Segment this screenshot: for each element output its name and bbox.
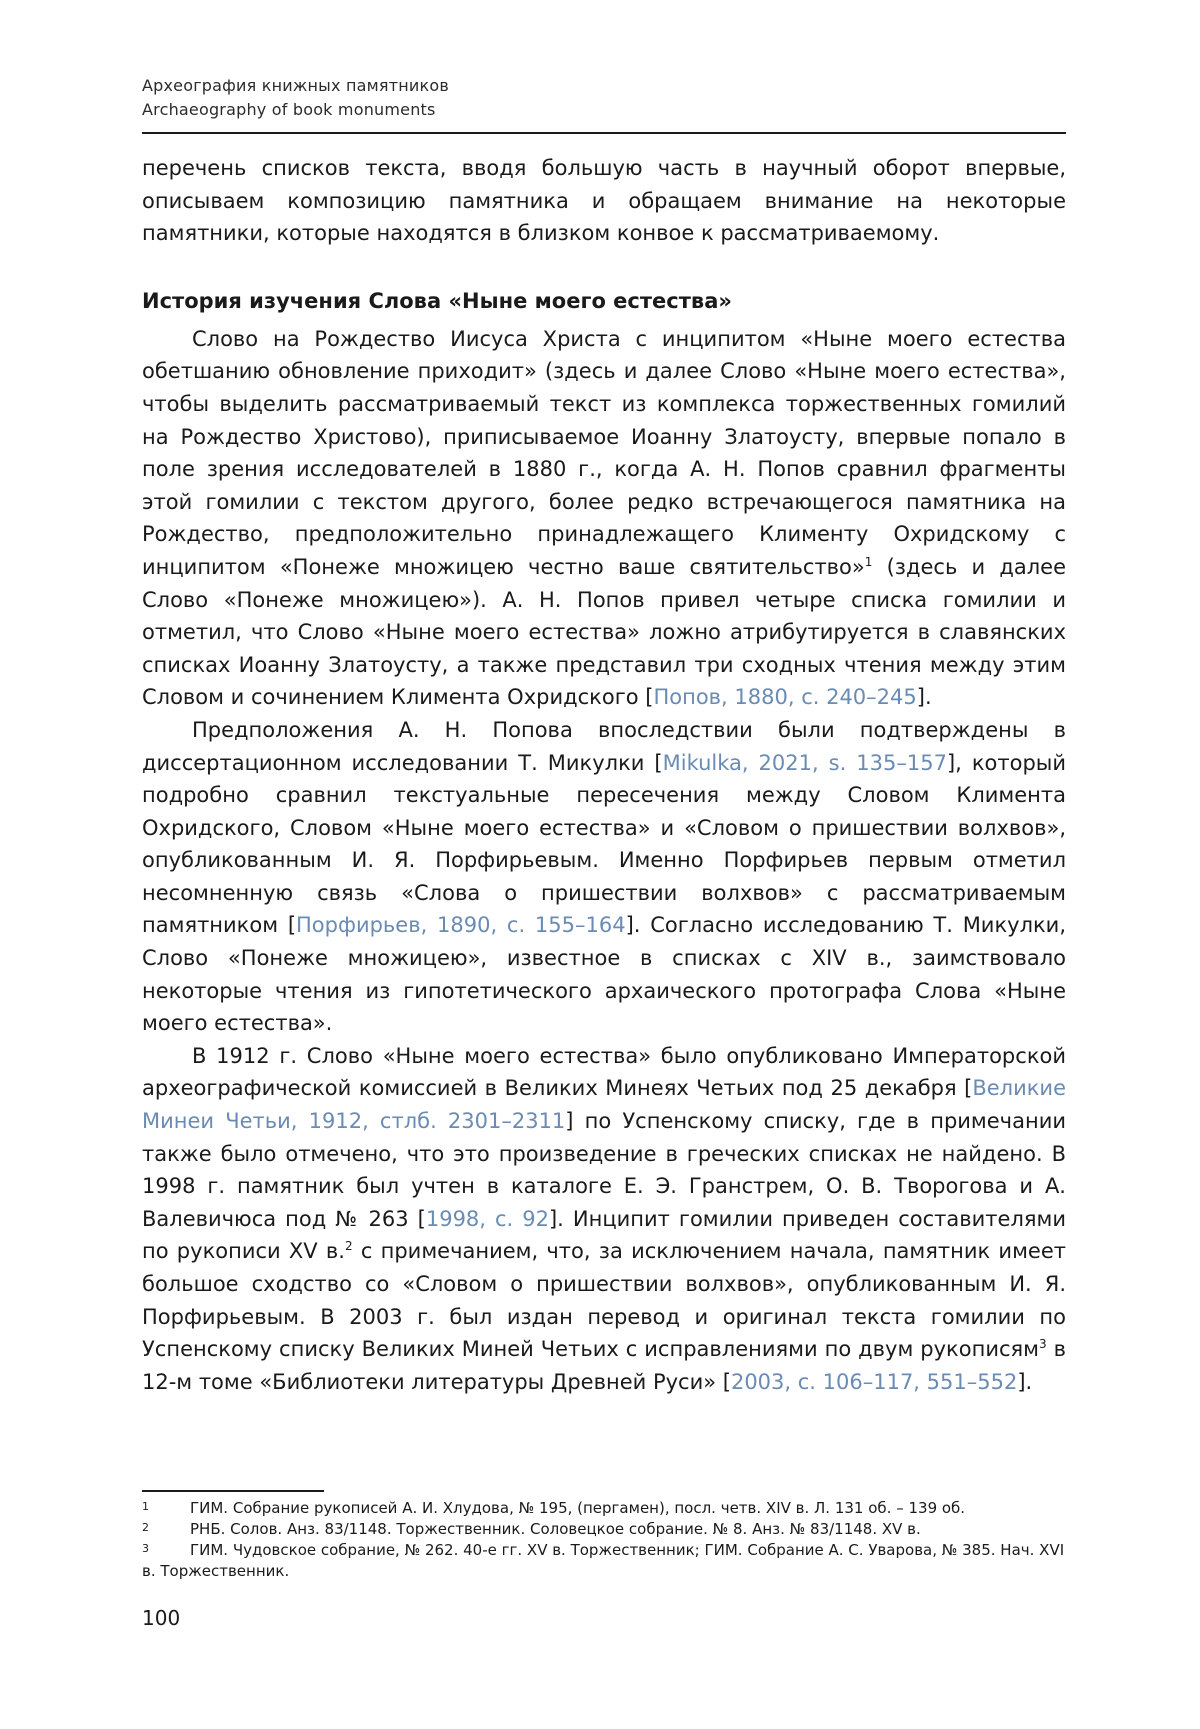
citation-link[interactable]: Попов, 1880, с. 240–245	[653, 685, 916, 709]
footnotes	[142, 1498, 1066, 1582]
paragraph-1: Слово на Рождество Иисуса Христа с инципитом «Ныне моего естества обетшанию обновление приходит» (здесь и далее Слово «Ныне моего естества», чтобы выделить рассматриваемый текст из комплекса торжественных гомилий на Рождество Христово), приписываемое Иоанну Златоусту, впервые попало в поле зрения исследователей в 1880 г., когда А. Н. Попов сравнил фрагменты этой гомилии с текстом другого, более редко встречающегося памятника на Рождество, предположительно принадлежащего Клименту Охридскому с инципитом «Понеже множицею честно ваше святительство»1 (здесь и далее Слово «Понеже множицею»). А. Н. Попов привел четыре списка гомилии и отметил, что Слово «Ныне моего естества» ложно атрибутируется в славянских списках Иоанну Златоусту, а также представил три сходных чтения между этим Словом и сочинением Климента Охридского [Попов, 1880, с. 240–245].	[142, 323, 1066, 714]
running-head-ru: Археография книжных памятников	[142, 74, 449, 98]
page-number: 100	[142, 1606, 180, 1630]
citation-link[interactable]: Порфирьев, 1890, с. 155–164	[296, 913, 626, 937]
footnote	[142, 1540, 1066, 1582]
paragraph-2: Предположения А. Н. Попова впоследствии были подтверждены в диссертационном исследовании Т. Микулки [Mikulka, 2021, s. 135–157], который подробно сравнил текстуальные пересечения между Словом Климента Охридского, Словом «Ныне моего естества» и «Словом о пришествии волхвов», опубликованным И. Я. Порфирьевым. Именно Порфирьев первым отметил несомненную связь «Слова о пришествии волхвов» с рассматриваемым памятником [Порфирьев, 1890, с. 155–164]. Согласно исследованию Т. Микулки, Слово «Понеже множицею», известное в списках с XIV в., заимствовало некоторые чтения из гипотетического архаического протографа Слова «Ныне моего естества».	[142, 714, 1066, 1040]
citation-link[interactable]: 2003, с. 106–117, 551–552	[731, 1370, 1017, 1394]
page	[0, 0, 1200, 1729]
footnote-ref-1[interactable]: 1	[865, 555, 873, 569]
footnote-number: 2	[142, 1519, 190, 1536]
footnote-divider	[142, 1490, 324, 1492]
section-heading: История изучения Слова «Ныне моего естества»	[142, 285, 1066, 317]
header-divider	[142, 132, 1066, 134]
footnote-text: ГИМ. Собрание рукописей А. И. Хлудова, № 195, (пергамен), посл. четв. XIV в. Л. 131 об. – 139 об.	[190, 1499, 965, 1517]
paragraph-3: В 1912 г. Слово «Ныне моего естества» было опубликовано Императорской археографической комиссией в Великих Минеях Четьих под 25 декабря [Великие Минеи Четьи, 1912, стлб. 2301–2311] по Успенскому списку, где в примечании также было отмечено, что это произведение в греческих списках не найдено. В 1998 г. памятник был учтен в каталоге Е. Э. Гранстрем, О. В. Творогова и А. Валевичюса под № 263 [1998, с. 92]. Инципит гомилии приведен составителями по рукописи XV в.2 с примечанием, что, за исключением начала, памятник имеет большое сходство со «Словом о пришествии волхвов», опубликованным И. Я. Порфирьевым. В 2003 г. был издан перевод и оригинал текста гомилии по Успенскому списку Великих Миней Четьих с исправлениями по двум рукописям3 в 12-м томе «Библиотеки литературы Древней Руси» [2003, с. 106–117, 551–552].	[142, 1040, 1066, 1399]
citation-link[interactable]: Mikulka, 2021, s. 135–157	[663, 751, 947, 775]
main-text	[142, 152, 1066, 1398]
citation-link[interactable]: 1998, с. 92	[426, 1207, 549, 1231]
running-head-en: Archaeography of book monuments	[142, 98, 449, 122]
footnote-number: 1	[142, 1498, 190, 1515]
intro-paragraph: перечень списков текста, вводя большую часть в научный оборот впервые, описываем композицию памятника и обращаем внимание на некоторые памятники, которые находятся в близком конвое к рассматриваемому.	[142, 152, 1066, 250]
running-head	[142, 74, 449, 122]
citation-link[interactable]: Великие Минеи Четьи, 1912, стлб. 2301–2311	[142, 1076, 1066, 1133]
footnote-ref-3[interactable]: 3	[1039, 1337, 1047, 1351]
footnote-text: ГИМ. Чудовское собрание, № 262. 40-е гг. XV в. Торжественник; ГИМ. Собрание А. С. Уварова, № 385. Нач. XVI в. Торжественник.	[142, 1541, 1064, 1580]
footnote-ref-2[interactable]: 2	[345, 1239, 353, 1253]
footnote	[142, 1519, 1066, 1540]
footnote	[142, 1498, 1066, 1519]
footnote-text: РНБ. Солов. Анз. 83/1148. Торжественник. Соловецкое собрание. № 8. Анз. № 83/1148. XV в.	[190, 1520, 921, 1538]
footnote-number: 3	[142, 1540, 190, 1557]
